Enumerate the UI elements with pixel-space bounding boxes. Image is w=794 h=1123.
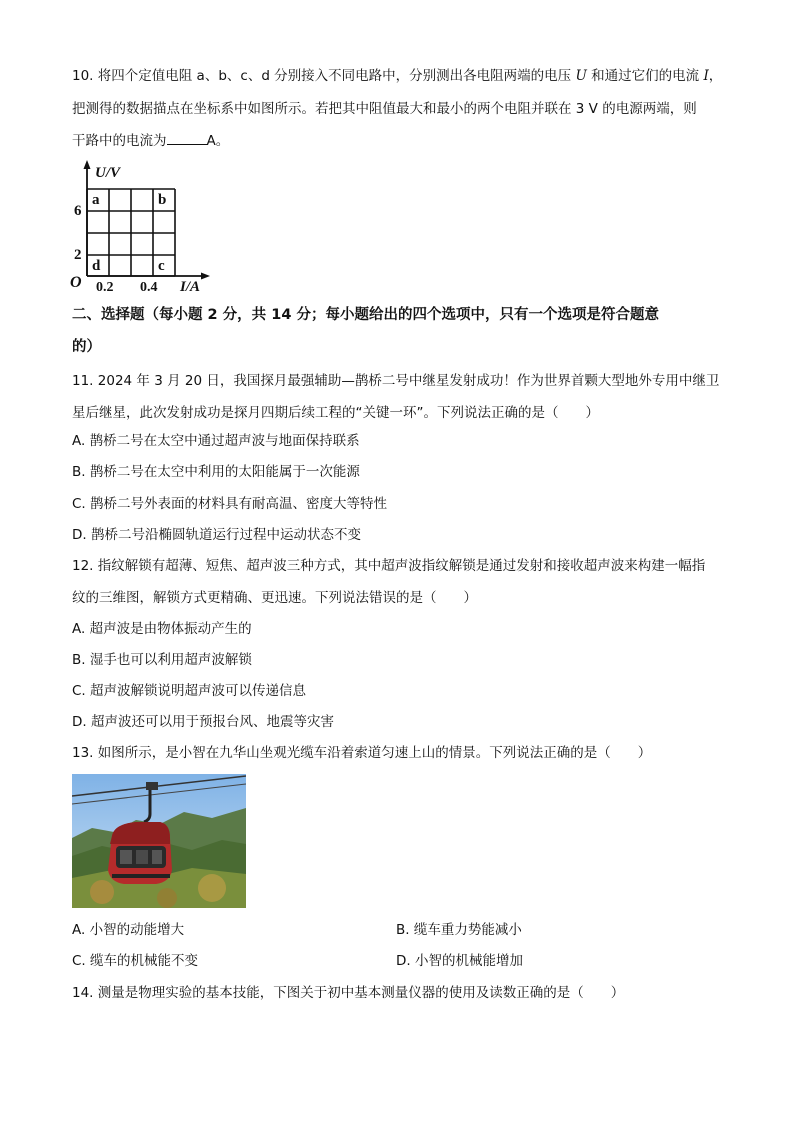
y-tick-6: 6 — [74, 203, 82, 219]
y-axis-label: U/V — [95, 165, 121, 181]
q11-option-a[interactable]: A. 鹊桥二号在太空中通过超声波与地面保持联系 — [72, 433, 360, 449]
section-heading-line-1: 二、选择题（每小题 2 分，共 14 分；每小题给出的四个选项中，只有一个选项是符合题意 — [72, 307, 659, 323]
q10-voltage-symbol: U — [575, 68, 587, 84]
section-heading-line-2: 的） — [72, 339, 101, 355]
q13-option-a[interactable]: A. 小智的动能增大 — [72, 922, 185, 938]
x-tick-0.2: 0.2 — [96, 280, 114, 295]
q10-line-2: 把测得的数据描点在坐标系中如图所示。若把其中阻值最大和最小的两个电阻并联在 3 V 的电源两端，则 — [72, 101, 697, 117]
q13-option-d[interactable]: D. 小智的机械能增加 — [396, 953, 523, 969]
x-axis-label: I/A — [180, 279, 201, 295]
q13-line-1: 13. 如图所示，是小智在九华山坐观光缆车沿着索道匀速上山的情景。下列说法正确的是（ ） — [72, 745, 652, 761]
origin-label: O — [70, 274, 82, 291]
point-c: c — [158, 258, 165, 274]
point-d: d — [92, 258, 101, 274]
u-i-graph — [68, 156, 228, 296]
point-a: a — [92, 192, 100, 208]
q12-line-1: 12. 指纹解锁有超薄、短焦、超声波三种方式，其中超声波指纹解锁是通过发射和接收超声波来构建一幅指 — [72, 558, 706, 574]
point-b: b — [158, 192, 167, 208]
q11-line-1: 11. 2024 年 3 月 20 日，我国探月最强辅助—鹊桥二号中继星发射成功！作为世界首颗大型地外专用中继卫 — [72, 373, 720, 389]
q11-option-b[interactable]: B. 鹊桥二号在太空中利用的太阳能属于一次能源 — [72, 464, 360, 480]
q12-option-c[interactable]: C. 超声波解锁说明超声波可以传递信息 — [72, 683, 307, 699]
q12-option-b[interactable]: B. 湿手也可以利用超声波解锁 — [72, 652, 252, 668]
q11-line-2: 星后继星，此次发射成功是探月四期后续工程的“关键一环”。下列说法正确的是（ ） — [72, 405, 599, 421]
y-tick-2: 2 — [74, 247, 82, 263]
q12-line-2: 纹的三维图，解锁方式更精确、更迅速。下列说法错误的是（ ） — [72, 590, 477, 606]
q10-current-symbol: I — [703, 68, 709, 84]
q10-line-3: 干路中的电流为 A。 — [72, 133, 230, 149]
q14-line-1: 14. 测量是物理实验的基本技能，下图关于初中基本测量仪器的使用及读数正确的是（ ） — [72, 985, 625, 1001]
q13-option-b[interactable]: B. 缆车重力势能减小 — [396, 922, 522, 938]
q12-option-d[interactable]: D. 超声波还可以用于预报台风、地震等灾害 — [72, 714, 334, 730]
cable-car-photo — [72, 774, 246, 908]
q10-line-1: 10. 将四个定值电阻 a、b、c、d 分别接入不同电路中，分别测出各电阻两端的电压 U 和通过它们的电流 I， — [72, 68, 723, 84]
q13-option-c[interactable]: C. 缆车的机械能不变 — [72, 953, 199, 969]
q11-option-d[interactable]: D. 鹊桥二号沿椭圆轨道运行过程中运动状态不变 — [72, 527, 361, 543]
x-tick-0.4: 0.4 — [140, 280, 158, 295]
answer-blank[interactable] — [167, 132, 207, 145]
y-axis-arrow — [84, 160, 91, 169]
q11-option-c[interactable]: C. 鹊桥二号外表面的材料具有耐高温、密度大等特性 — [72, 496, 388, 512]
x-axis-arrow — [201, 273, 210, 280]
q12-option-a[interactable]: A. 超声波是由物体振动产生的 — [72, 621, 252, 637]
